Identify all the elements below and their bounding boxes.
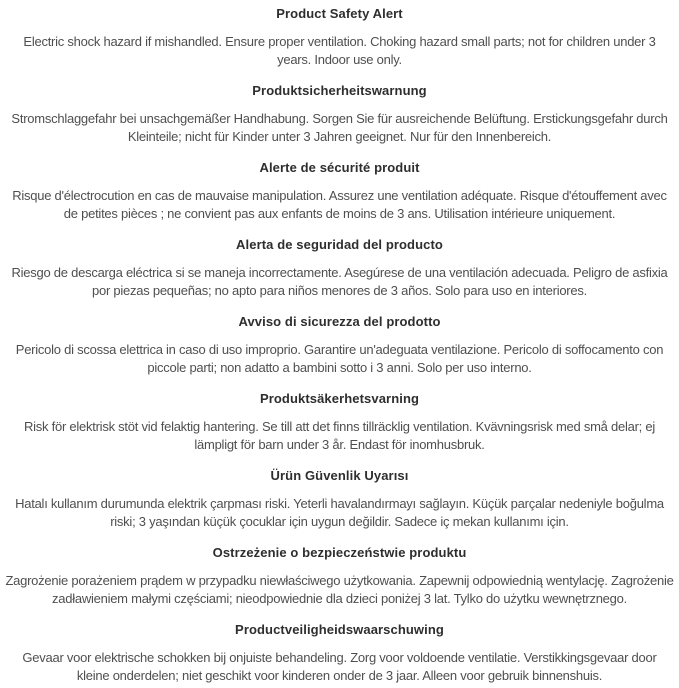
- section-body-fr: Risque d'électrocution en cas de mauvaise manipulation. Assurez une ventilation adéquate. Risque d'étouffement avec de petites pièces ; ne convient pas aux enfants de moins de 3 ans. Utilisation intérieure uniquement.: [12, 188, 667, 221]
- safety-section-it: [5, 313, 674, 377]
- safety-section-sv: [5, 390, 674, 454]
- safety-section-fr: [5, 159, 674, 223]
- section-title-nl: Productveiligheidswaarschuwing: [235, 622, 444, 637]
- section-body-en: Electric shock hazard if mishandled. Ensure proper ventilation. Choking hazard small parts; not for children under 3 years. Indoor use only.: [23, 34, 656, 67]
- section-title-fr: Alerte de sécurité produit: [259, 160, 420, 175]
- section-body-tr: Hatalı kullanım durumunda elektrik çarpması riski. Yeterli havalandırmayı sağlayın. Küçük parçalar nedeniyle boğulma riski; 3 yaşından küçük çocuklar için uygun değildir. Sadece iç mekan kullanımı için.: [15, 496, 664, 529]
- section-title-pl: Ostrzeżenie o bezpieczeństwie produktu: [212, 545, 467, 560]
- safety-section-nl: [5, 621, 674, 685]
- section-title-sv: Produktsäkerhetsvarning: [259, 391, 420, 406]
- section-body-it: Pericolo di scossa elettrica in caso di uso improprio. Garantire un'adeguata ventilazione. Pericolo di soffocamento con piccole parti; non adatto a bambini sotto i 3 anni. Solo per uso interno.: [15, 342, 664, 375]
- section-title-it: Avviso di sicurezza del prodotto: [238, 314, 441, 329]
- safety-section-tr: [5, 467, 674, 531]
- section-title-en: Product Safety Alert: [276, 6, 403, 21]
- section-title-tr: Ürün Güvenlik Uyarısı: [270, 468, 409, 483]
- section-body-es: Riesgo de descarga eléctrica si se maneja incorrectamente. Asegúrese de una ventilación adecuada. Peligro de asfixia por piezas pequeñas; no apto para niños menores de 3 años. Solo para uso en interiores.: [11, 265, 668, 298]
- safety-section-pl: [5, 544, 674, 608]
- section-title-es: Alerta de seguridad del producto: [236, 237, 443, 252]
- section-body-nl: Gevaar voor elektrische schokken bij onjuiste behandeling. Zorg voor voldoende ventilatie. Verstikkingsgevaar door kleine onderdelen; niet geschikt voor kinderen onder de 3 jaar. Alleen voor gebruik binnenshuis.: [22, 650, 657, 683]
- section-body-sv: Risk för elektrisk stöt vid felaktig hantering. Se till att det finns tillräcklig ventilation. Kvävningsrisk med små delar; ej lämpligt för barn under 3 år. Endast för inomhusbruk.: [23, 419, 656, 452]
- section-title-de: Produktsicherheitswarnung: [252, 83, 427, 98]
- safety-section-de: [5, 82, 674, 146]
- safety-section-es: [5, 236, 674, 300]
- safety-section-en: [5, 5, 674, 69]
- section-body-pl: Zagrożenie porażeniem prądem w przypadku niewłaściwego użytkowania. Zapewnij odpowiednią wentylację. Zagrożenie zadławieniem małymi częściami; nieodpowiednie dla dzieci poniżej 3 lat. Tylko do użytku wewnętrznego.: [5, 573, 674, 606]
- section-body-de: Stromschlaggefahr bei unsachgemäßer Handhabung. Sorgen Sie für ausreichende Belüftung. Erstickungsgefahr durch Kleinteile; nicht für Kinder unter 3 Jahren geeignet. Nur für den Innenbereich.: [11, 111, 668, 144]
